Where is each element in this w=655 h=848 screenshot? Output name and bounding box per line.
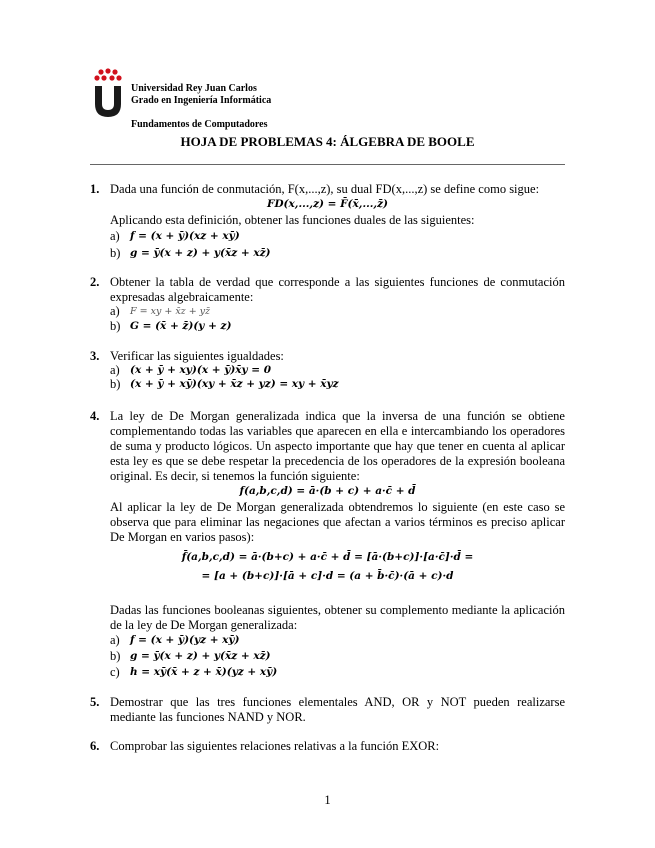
problem-4-item-b-label: b) [110,649,121,663]
problem-1-intro: Dada una función de conmutación, F(x,...,z), su dual FD(x,...,z) se define como sigue: [110,182,540,196]
page-title: HOJA DE PROBLEMAS 4: ÁLGEBRA DE BOOLE [180,134,475,149]
problem-1-item-b-formula: g = ȳ(x + z) + y(x̄z + xz̄) [130,247,271,259]
page-number: 1 [324,793,331,807]
problem-4-paragraph-3: Dadas las funciones booleanas siguientes, obtener su complemento mediante la aplicación de la ley de De Morgan generalizada: [110,603,565,632]
logo-crown-icon [94,68,121,80]
logo-u-icon [95,86,121,117]
problem-2-number: 2. [90,275,100,289]
problem-2-item-b-label: b) [110,319,121,333]
course-name: Fundamentos de Computadores [131,119,268,130]
problem-6-intro: Comprobar las siguientes relaciones relativas a la función EXOR: [110,739,440,753]
problem-3-intro: Verificar las siguientes igualdades: [110,349,284,363]
problem-4-number: 4. [90,409,100,423]
degree-name: Grado en Ingeniería Informática [131,95,272,106]
header-divider [90,164,565,165]
problem-2-item-b-formula: G = (x̄ + z̄)(y + z) [130,320,232,332]
problem-4-item-a-label: a) [110,633,120,647]
problem-4-item-b-formula: g = ȳ(x + z) + y(x̄z + xz̄) [130,650,271,662]
problem-1-item-a-formula: f = (x + ȳ)(xz + xȳ) [130,230,240,242]
problem-4-item-c-formula: h = xȳ(x̄ + z + x̄)(yz + xȳ) [130,666,278,678]
problem-1-number: 1. [90,182,100,196]
problem-1-item-b-label: b) [110,246,121,260]
problem-3-item-b-label: b) [110,377,121,391]
problem-4-derivation-line-1: f̄(a,b,c,d) = ā·(b+c) + a·c̄ + d̄ = [ā·(b+c)]·[a·c̄]·d̄ = [181,551,474,563]
problem-4-paragraph-1: La ley de De Morgan generalizada indica que la inversa de una función se obtiene complementando todas las variables que aparecen en ella e intercambiando los operadores de suma y producto lógicos. Un aspecto importante que hay que tener en cuenta al aplicar esta ley es que se debe respetar la precedencia de los operadores de la expresión booleana original. Es decir, si tenemos la función siguiente: [110,409,565,483]
problem-4-item-a-formula: f = (x + ȳ)(yz + xȳ) [130,634,240,646]
problem-1-instruction: Aplicando esta definición, obtener las funciones duales de las siguientes: [110,213,475,227]
problem-3-item-b-formula: (x + ȳ + xȳ)(xy + x̄z + yz) = xy + x̄yz [130,378,339,390]
problem-5-intro: Demostrar que las tres funciones elementales AND, OR y NOT pueden realizarse mediante las funciones NAND y NOR. [110,695,565,724]
problem-3-item-a-formula: (x + ȳ + xy)(x + ȳ)x̄y = 0 [130,364,272,376]
university-name: Universidad Rey Juan Carlos [131,83,257,94]
problem-5-number: 5. [90,695,100,709]
problem-3-item-a-label: a) [110,363,120,377]
problem-4-item-c-label: c) [110,665,120,679]
problem-3-number: 3. [90,349,100,363]
problem-4-paragraph-2: Al aplicar la ley de De Morgan generalizada obtendremos lo siguiente (en este caso se observa que para eliminar las negaciones que afectan a varios términos es preciso aplicar De Morgan en varios pasos): [110,500,565,544]
problem-4-function: f(a,b,c,d) = ā·(b + c) + a·c̄ + d̄ [239,485,416,497]
university-logo [92,68,124,118]
problem-1-definition: FD(x,...,z) = F̄(x̄,...,z̄) [267,198,388,210]
problem-6-number: 6. [90,739,100,753]
problem-2-item-a-formula: F = xy + x̄z + yz̄ [130,306,211,317]
problem-1-item-a-label: a) [110,229,120,243]
problem-2-intro: Obtener la tabla de verdad que corresponde a las siguientes funciones de conmutación expresadas algebraicamente: [110,275,565,304]
problem-2-item-a-label: a) [110,304,120,318]
problem-4-derivation-line-2: = [a + (b+c)]·[ā + c]·d = (a + b̄·c̄)·(ā + c)·d [201,570,454,582]
